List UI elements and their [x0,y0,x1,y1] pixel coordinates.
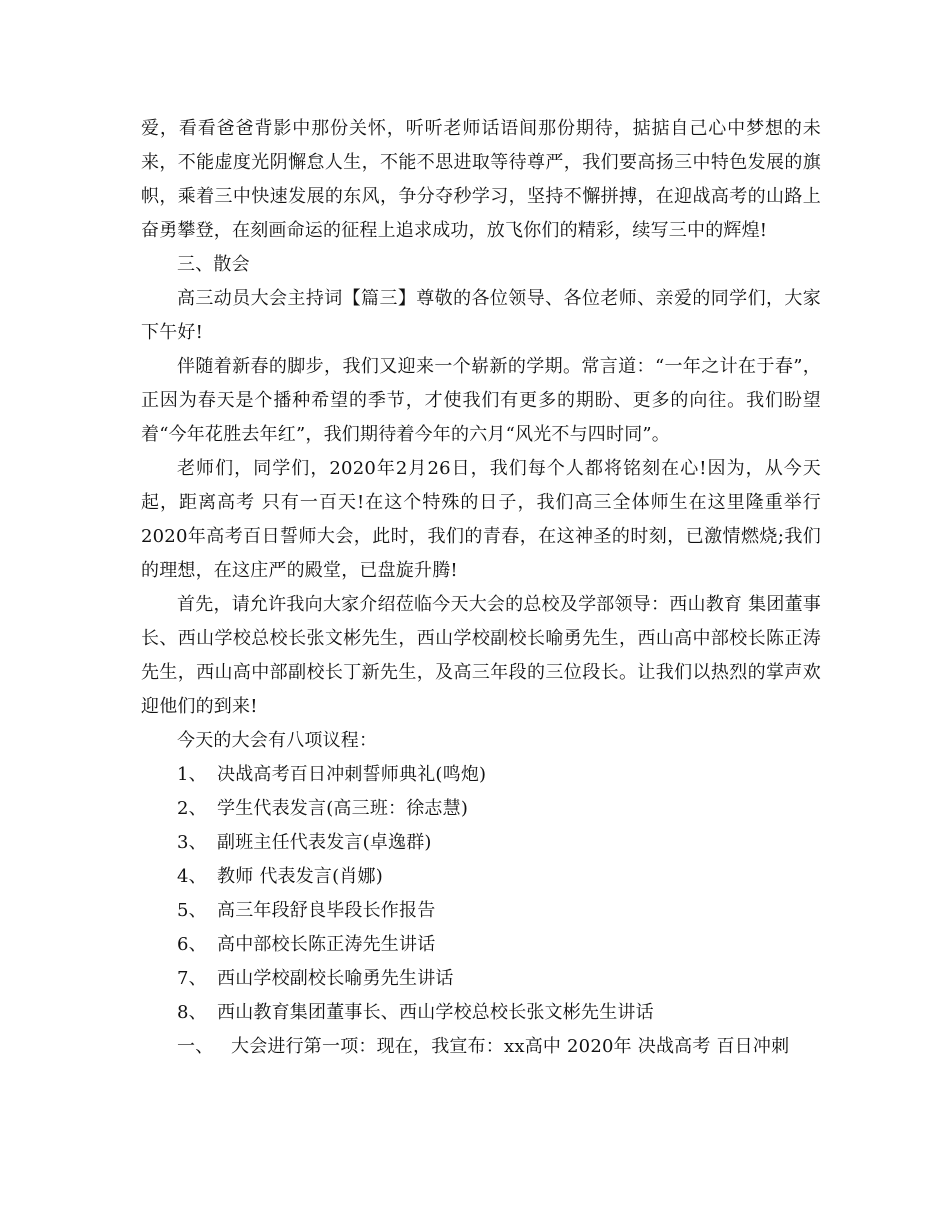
list-item [141,792,821,826]
paragraph-greeting: 高三动员大会主持词【篇三】尊敬的各位领导、各位老师、亲爱的同学们，大家下午好! [141,288,821,343]
list-item-text: 西山学校副校长喻勇先生讲话 [217,968,454,989]
list-item-text: 教师 代表发言(肖娜) [217,866,383,887]
agenda-step-one [141,1030,821,1064]
list-item [141,928,821,962]
list-item [141,758,821,792]
list-item-number: 5、 [177,900,207,921]
list-item-text: 高中部校长陈正涛先生讲话 [217,934,436,955]
list-item-text: 西山教育集团董事长、西山学校总校长张文彬先生讲话 [217,1002,654,1023]
list-item [141,996,821,1030]
paragraph-continuation: 爱，看看爸爸背影中那份关怀，听听老师话语间那份期待，掂掂自己心中梦想的未来，不能虚度光阴懈怠人生，不能不思进取等待尊严，我们要高扬三中特色发展的旗帜，乘着三中快速发展的东风，争分夺秒学习，坚持不懈拼搏，在迎战高考的山路上奋勇攀登，在刻画命运的征程上追求成功，放飞你们的精彩，续写三中的辉煌! [141,118,821,241]
list-item-number: 1、 [177,764,207,785]
list-item-text: 高三年段舒良毕段长作报告 [217,900,436,921]
agenda-heading: 今天的大会有八项议程： [177,730,378,751]
document-body [141,112,821,1064]
agenda-step-number: 一、 [177,1036,214,1057]
list-item-text: 学生代表发言(高三班：徐志慧) [217,798,469,819]
list-item-number: 8、 [177,1002,207,1023]
agenda-list [141,758,821,1030]
paragraph-spring: 伴随着新春的脚步，我们又迎来一个崭新的学期。常言道：“一年之计在于春”，正因为春天是个播种希望的季节，才使我们有更多的期盼、更多的向往。我们盼望着“今年花胜去年红”，我们期待着今年的六月“风光不与四时同”。 [141,356,821,445]
list-item-text: 副班主任代表发言(卓逸群) [217,832,432,853]
list-item-number: 3、 [177,832,207,853]
list-item [141,894,821,928]
list-item-number: 6、 [177,934,207,955]
list-item-number: 4、 [177,866,207,887]
paragraph-introduction: 首先，请允许我向大家介绍莅临今天大会的总校及学部领导：西山教育 集团董事长、西山学校总校长张文彬先生，西山学校副校长喻勇先生，西山高中部校长陈正涛先生，西山高中部副校长丁新先生，及高三年段的三位段长。让我们以热烈的掌声欢迎他们的到来! [141,594,821,717]
section-heading-dismissal: 三、散会 [177,254,250,275]
paragraph-hundred-days: 老师们，同学们，2020年2月26日，我们每个人都将铭刻在心!因为，从今天起，距离高考 只有一百天!在这个特殊的日子，我们高三全体师生在这里隆重举行2020年高考百日誓师大会，此时，我们的青春，在这神圣的时刻，已激情燃烧;我们的理想，在这庄严的殿堂，已盘旋升腾! [141,458,821,581]
list-item-number: 7、 [177,968,207,989]
list-item [141,860,821,894]
list-item [141,962,821,996]
list-item-text: 决战高考百日冲刺誓师典礼(鸣炮) [217,764,487,785]
list-item-number: 2、 [177,798,207,819]
list-item [141,826,821,860]
agenda-step-text: 大会进行第一项：现在，我宣布：xx高中 2020年 决战高考 百日冲刺 [231,1036,790,1057]
